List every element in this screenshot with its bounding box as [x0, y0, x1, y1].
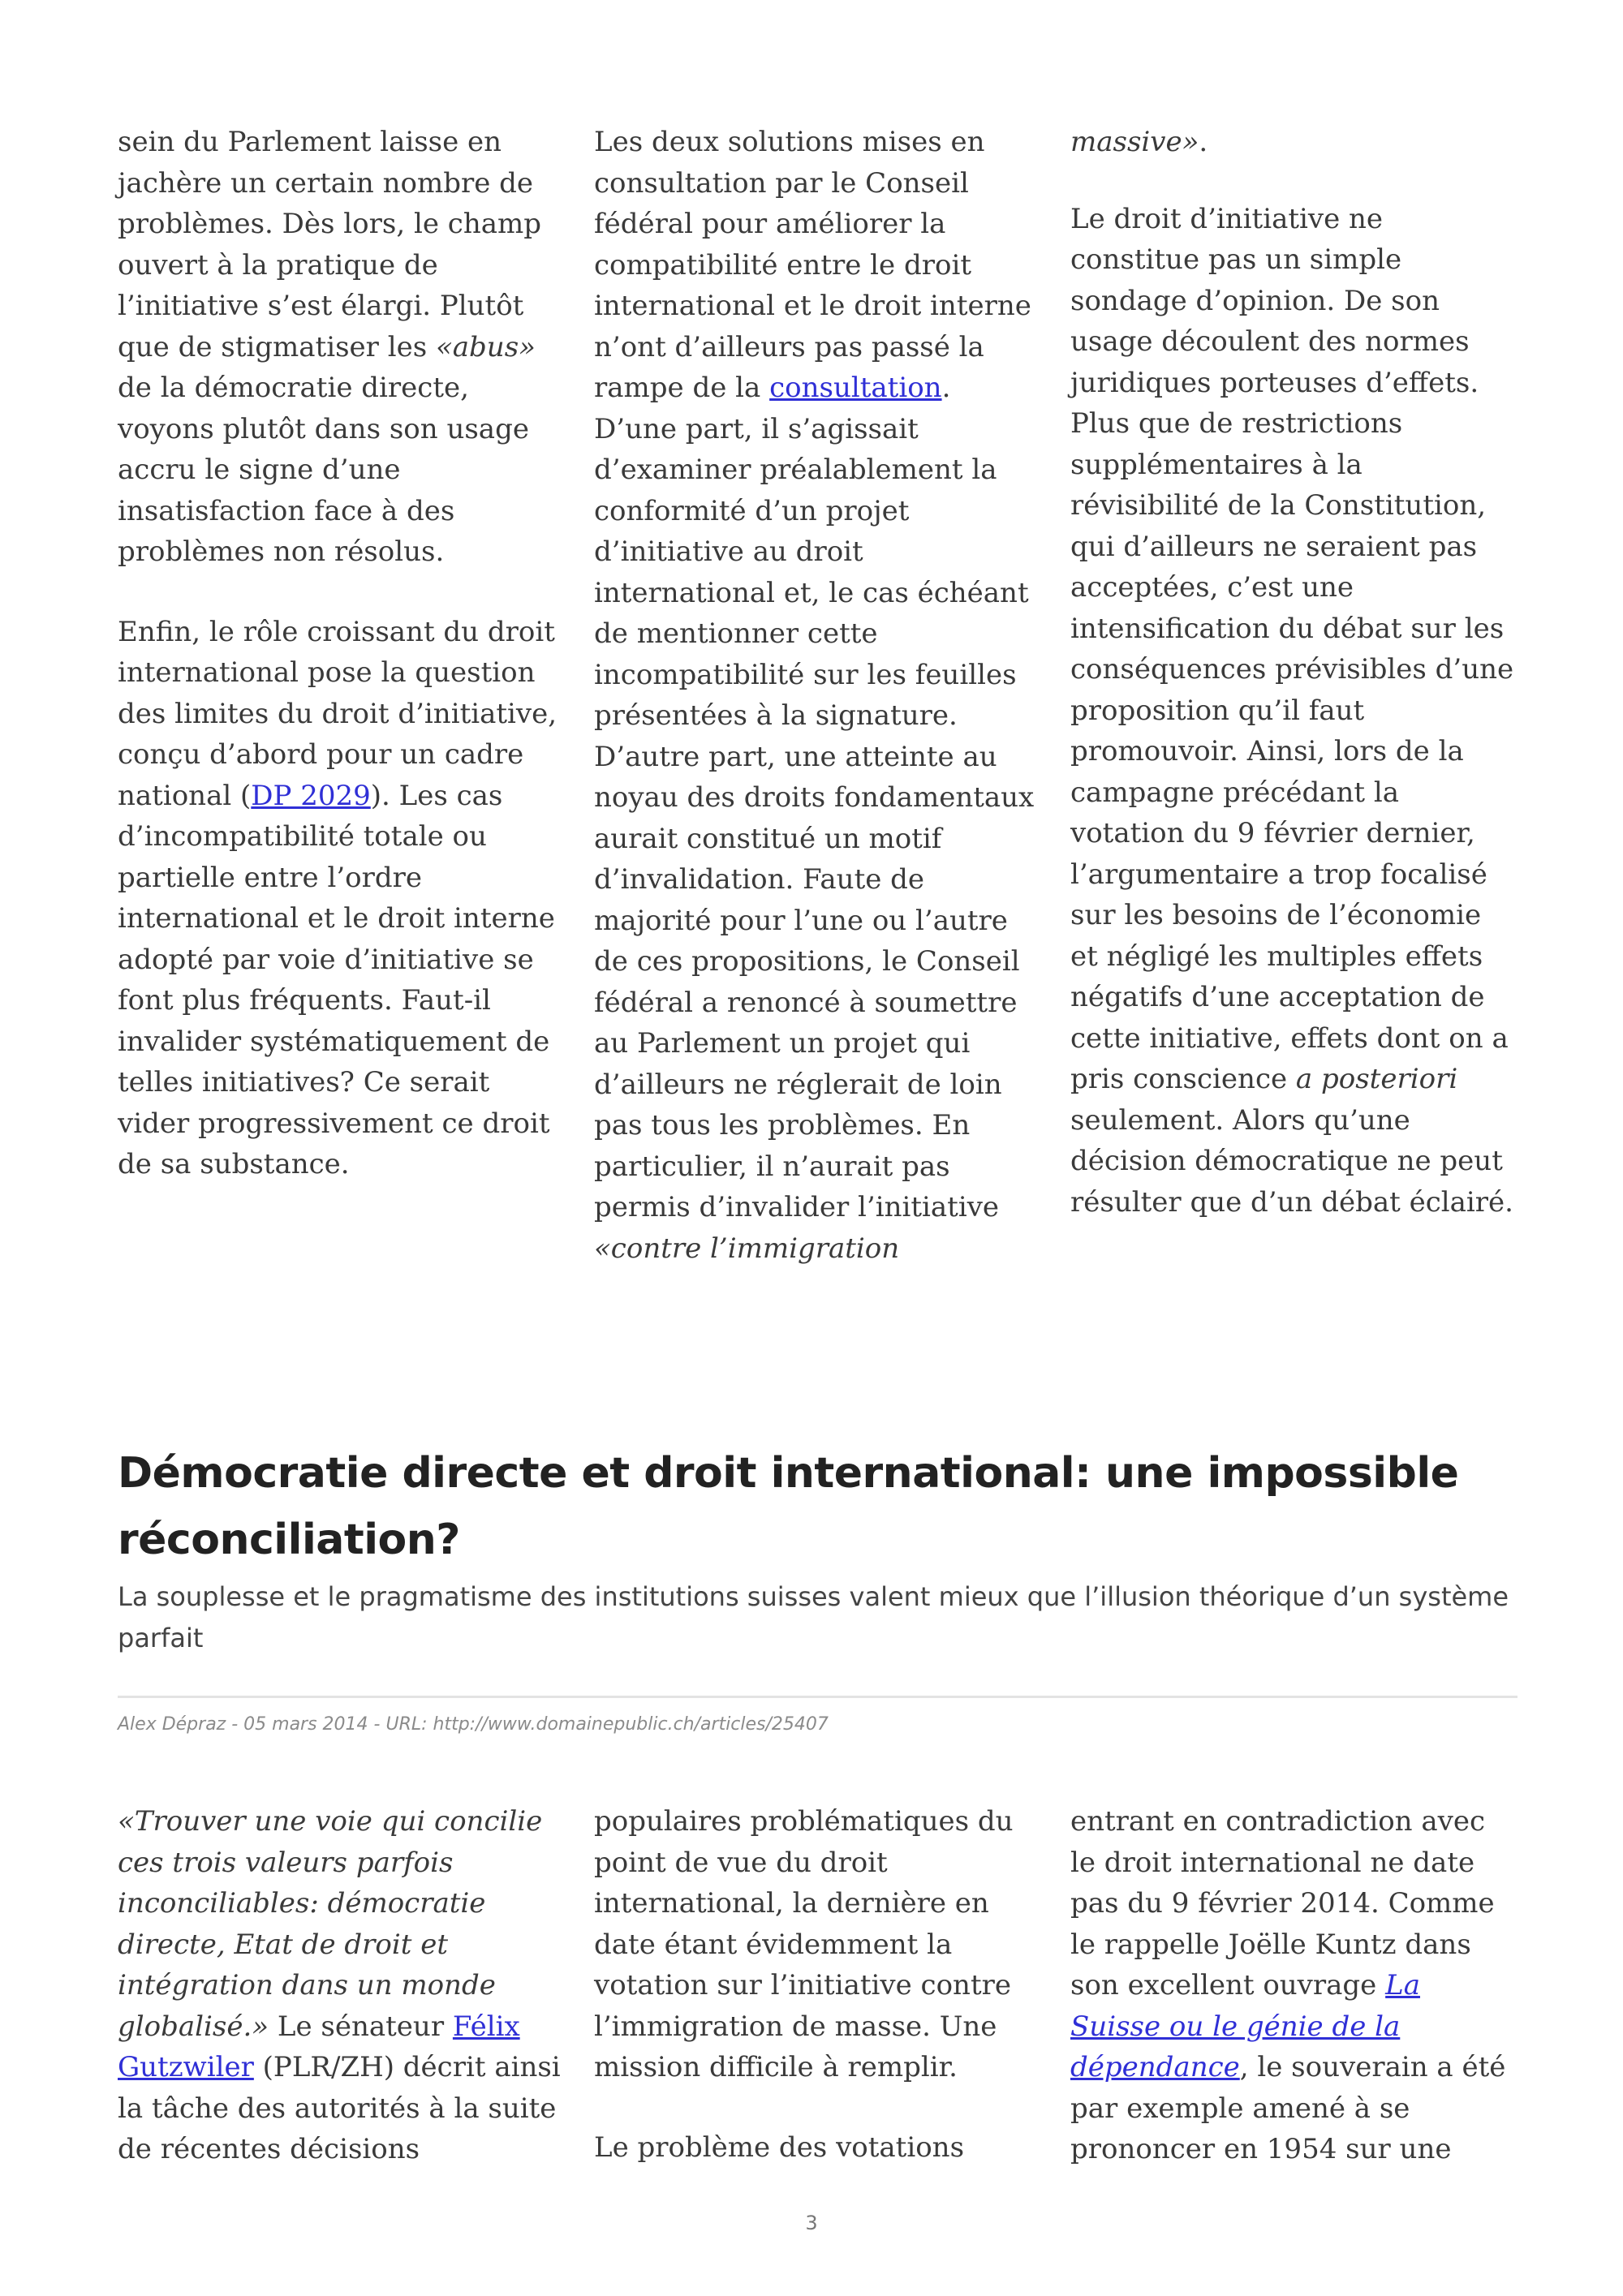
paragraph: Le droit d’initiative ne constitue pas un simple sondage d’opinion. De son usage découlent des normes juridiques porteuses d’effets. Plus que de restrictions supplémentaires à la révisibilité de la Constitution, qui d’ailleurs ne seraient pas acceptées, c’est une intensification du débat sur les conséquences prévisibles d’une proposition qu’il faut promouvoir. Ainsi, lors de la campagne précédant la votation du 9 février dernier, l’argumentaire a trop focalisé sur les besoins de l’économie et négligé les multiples effets négatifs d’une acceptation de cette initiative, effets dont on a pris conscience a posteriori seulement. Alors qu’une décision démocratique ne peut résulter que d’un débat éclairé.: [1070, 202, 1514, 1219]
quote-emphasis: massive»: [1070, 126, 1199, 158]
quote-emphasis: «abus»: [435, 330, 536, 363]
paragraph: Enfin, le rôle croissant du droit international pose la question des limites du droit d’initiative, conçu d’abord pour un cadre national (DP 2029). Les cas d’incompatibilité totale ou partielle entre l’ordre international et le droit interne adopté par voie d’initiative se font plus fréquents. Faut-il invalider systématiquement de telles initiatives? Ce serait vider progressivement ce droit de sa substance.: [118, 615, 558, 1180]
top-column-1: [118, 122, 564, 1269]
article-meta: Alex Dépraz - 05 mars 2014 - URL: http://www.domainepublic.ch/articles/25407: [118, 1714, 829, 1735]
latin-emphasis: a posteriori: [1295, 1063, 1458, 1095]
quote-emphasis: «contre l’immigration: [594, 1232, 900, 1265]
page-number: 3: [805, 2212, 818, 2234]
paragraph: massive».: [1070, 126, 1208, 158]
felix-gutzwiler-link[interactable]: Félix Gutzwiler: [118, 2010, 520, 2083]
consultation-link[interactable]: consultation: [769, 372, 942, 404]
header-divider: [118, 1696, 1518, 1698]
bottom-column-1: [118, 1801, 564, 2170]
article-title: Démocratie directe et droit international: une impossible réconciliation?: [118, 1449, 1459, 1564]
top-columns: [118, 122, 1518, 1269]
paragraph: «Trouver une voie qui concilie ces trois valeurs parfois inconciliables: démocratie directe, Etat de droit et intégration dans un monde globalisé.» Le sénateur Félix Gutzwiler (PLR/ZH) décrit ainsi la tâche des autorités à la suite de récentes décisions: [118, 1805, 561, 2165]
top-column-2: [594, 122, 1040, 1269]
article-subtitle: La souplesse et le pragmatisme des institutions suisses valent mieux que l’illusion théorique d’un système parfait: [118, 1581, 1509, 1653]
paragraph: entrant en contradiction avec le droit international ne date pas du 9 février 2014. Comme le rappelle Joëlle Kuntz dans son excellent ouvrage La Suisse ou le génie de la dépendance, le souverain a été par exemple amené à se prononcer en 1954 sur une: [1070, 1805, 1506, 2165]
bottom-columns: [118, 1801, 1518, 2170]
paragraph: Le problème des votations: [594, 2130, 965, 2164]
top-column-3: [1070, 122, 1517, 1269]
paragraph: populaires problématiques du point de vue du droit international, la dernière en date étant évidemment la votation sur l’initiative contre l’immigration de masse. Une mission difficile à remplir.: [594, 1805, 1014, 2083]
bottom-column-2: [594, 1801, 1040, 2170]
quote-emphasis: «Trouver une voie qui concilie ces trois valeurs parfois inconciliables: démocratie directe, Etat de droit et intégration dans un monde globalisé.»: [118, 1805, 543, 2043]
article-header: [118, 1440, 1518, 1659]
paragraph: sein du Parlement laisse en jachère un certain nombre de problèmes. Dès lors, le champ ouvert à la pratique de l’initiative s’est élargi. Plutôt que de stigmatiser les «abus» de la démocratie directe, voyons plutôt dans son usage accru le signe d’une insatisfaction face à des problèmes non résolus.: [118, 126, 541, 568]
book-link[interactable]: La Suisse ou le génie de la dépendance: [1070, 1969, 1420, 2083]
bottom-column-3: [1070, 1801, 1517, 2170]
dp-2029-link[interactable]: DP 2029: [251, 779, 371, 812]
paragraph: Les deux solutions mises en consultation par le Conseil fédéral pour améliorer la compatibilité entre le droit international et le droit interne n’ont d’ailleurs pas passé la rampe de la consultation. D’une part, il s’agissait d’examiner préalablement la conformité d’un projet d’initiative au droit international et, le cas échéant de mentionner cette incompatibilité sur les feuilles présentées à la signature. D’autre part, une atteinte au noyau des droits fondamentaux aurait constitué un motif d’invalidation. Faute de majorité pour l’une ou l’autre de ces propositions, le Conseil fédéral a renoncé à soumettre au Parlement un projet qui d’ailleurs ne réglerait de loin pas tous les problèmes. En particulier, il n’aurait pas permis d’invalider l’initiative «contre l’immigration: [594, 126, 1035, 1265]
